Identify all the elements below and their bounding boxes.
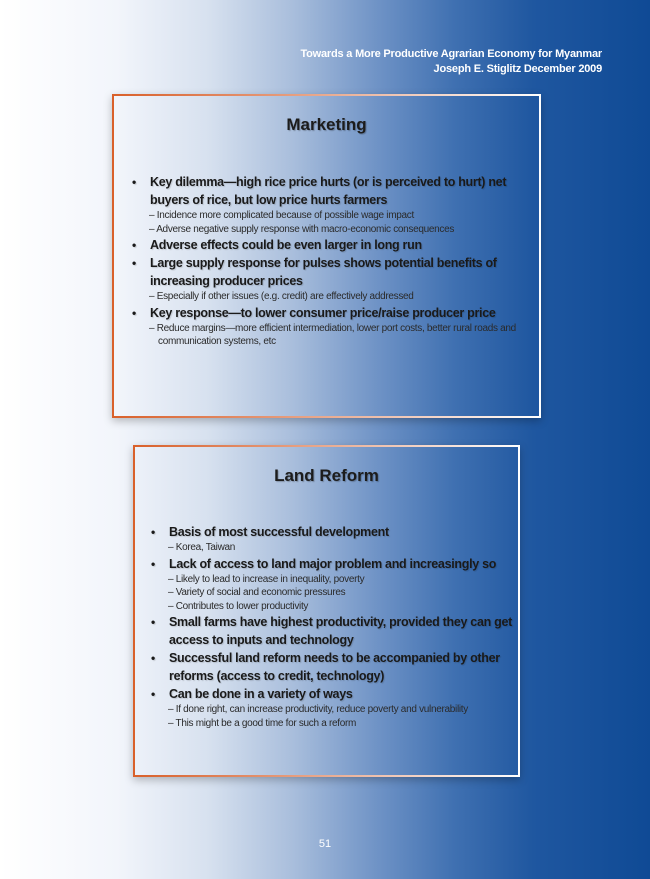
- bullet-item: [114, 173, 539, 209]
- bullet-text: Successful land reform needs to be accompanied by other reforms (access to credit, technology): [169, 651, 500, 683]
- bullet-dot-icon: •: [132, 256, 136, 270]
- bullet-text: Can be done in a variety of ways: [169, 687, 353, 701]
- bullet-dot-icon: •: [132, 175, 136, 189]
- sub-bullet: – Reduce margins—more efficient intermediation, lower port costs, better rural roads and communication systems, etc: [149, 322, 516, 347]
- bullet-text: Small farms have highest productivity, provided they can get access to inputs and technology: [169, 615, 512, 647]
- bullet-dot-icon: •: [151, 556, 155, 571]
- bullet-item: [114, 236, 539, 254]
- header-title: Towards a More Productive Agrarian Economy for Myanmar: [300, 48, 602, 60]
- sub-bullet: – Variety of social and economic pressures: [168, 587, 346, 598]
- page-number: 51: [318, 838, 332, 850]
- bullet-item: [114, 304, 539, 322]
- slide-title: Land Reform: [274, 466, 379, 485]
- sub-bullet: – Especially if other issues (e.g. credit) are effectively addressed: [149, 291, 414, 302]
- sub-bullet: – Incidence more complicated because of possible wage impact: [149, 210, 414, 221]
- bullet-text: Key dilemma—high rice price hurts (or is perceived to hurt) net buyers of rice, but low price hurts farmers: [150, 175, 507, 207]
- slide-title: Marketing: [286, 115, 367, 134]
- bullet-dot-icon: •: [151, 615, 155, 629]
- bullet-text: Key response—to lower consumer price/raise producer price: [150, 305, 496, 320]
- bullet-item: [135, 555, 518, 573]
- header-author-date: Joseph E. Stiglitz December 2009: [433, 63, 602, 75]
- bullet-dot-icon: •: [151, 651, 155, 665]
- land-reform-slide: [133, 445, 520, 777]
- bullet-text: Adverse effects could be even larger in long run: [150, 238, 422, 252]
- sub-bullet: – Contributes to lower productivity: [168, 600, 309, 612]
- bullet-list: [114, 173, 539, 349]
- sub-bullet: – This might be a good time for such a reform: [168, 717, 357, 729]
- sub-bullet: – If done right, can increase productivity, reduce poverty and vulnerability: [168, 704, 468, 715]
- bullet-item: [135, 523, 518, 541]
- bullet-item: [114, 254, 539, 290]
- bullet-text: Large supply response for pulses shows potential benefits of increasing producer prices: [150, 256, 497, 288]
- sub-bullet: – Adverse negative supply response with macro-economic consequences: [149, 223, 455, 235]
- bullet-dot-icon: •: [132, 238, 136, 252]
- sub-bullet: – Korea, Taiwan: [168, 542, 236, 553]
- bullet-dot-icon: •: [132, 305, 136, 320]
- bullet-text: Basis of most successful development: [169, 525, 389, 539]
- bullet-dot-icon: •: [151, 525, 155, 539]
- bullet-list: [135, 523, 518, 730]
- bullet-item: [135, 613, 518, 649]
- marketing-slide: [112, 94, 541, 418]
- bullet-text: Lack of access to land major problem and increasingly so: [169, 556, 497, 571]
- bullet-dot-icon: •: [151, 687, 155, 701]
- sub-bullet: – Likely to lead to increase in inequality, poverty: [168, 573, 365, 585]
- running-header: [300, 47, 602, 77]
- bullet-item: [135, 649, 518, 685]
- bullet-item: [135, 685, 518, 703]
